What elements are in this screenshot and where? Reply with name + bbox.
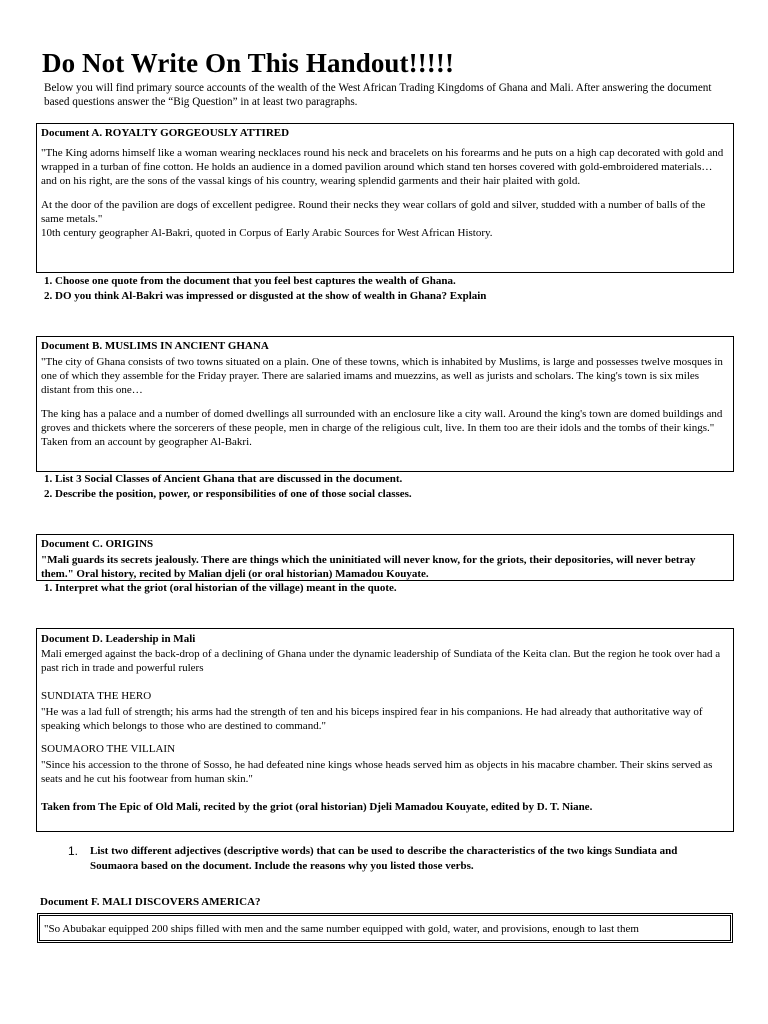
document-a-question-1: 1. Choose one quote from the document that you feel best captures the wealth of Ghana. (44, 275, 456, 287)
document-d-question-text: List two different adjectives (descriptive words) that can be used to describe the characteristics of the two kings Sundiata and Soumaora based on the document. Include the reasons why you listed those verbs. (90, 845, 678, 872)
document-b-question-2: 2. Describe the position, power, or responsibilities of one of those social classes. (44, 487, 412, 500)
document-a-questions (44, 274, 486, 303)
hero-text: "He was a lad full of strength; his arms had the strength of ten and his biceps inspired fear in his companions. He had already that authoritative way of speaking which belongs to those who are destined to command." (41, 706, 703, 732)
document-b-question-1: 1. List 3 Social Classes of Ancient Ghana that are discussed in the document. (44, 473, 403, 485)
question-number: 1. (68, 844, 79, 858)
document-b-box (36, 336, 734, 472)
document-b-paragraph-2: The king has a palace and a number of domed dwellings all surrounded with an enclosure like a city wall. Around the king's town are domed buildings and groves and thickets where the sorcerers of these people, men in charge of the religious cult, live. In them too are their idols and the tombs of their kings." (41, 408, 723, 434)
document-c-heading: Document C. ORIGINS (41, 538, 154, 550)
document-d-paragraph-1: Mali emerged against the back-drop of a declining of Ghana under the dynamic leadership of Sundiata of the Keita clan. But the region he took over had a past rich in trade and powerful rulers (41, 648, 721, 674)
document-f-heading: Document F. MALI DISCOVERS AMERICA? (40, 896, 261, 908)
document-b-heading: Document B. MUSLIMS IN ANCIENT GHANA (41, 340, 269, 352)
document-d-source: Taken from The Epic of Old Mali, recited by the griot (oral historian) Djeli Mamadou Kouyate, edited by D. T. Niane. (41, 801, 593, 813)
document-d-heading: Document D. Leadership in Mali (41, 633, 196, 645)
document-f-text: "So Abubakar equipped 200 ships filled with men and the same number equipped with gold, water, and provisions, enough to last them (44, 923, 639, 935)
document-a-question-2: 2. DO you think Al-Bakri was impressed or disgusted at the show of wealth in Ghana? Explain (44, 289, 487, 302)
document-a-paragraph-1: "The King adorns himself like a woman wearing necklaces round his neck and bracelets on his forearms and he puts on a high cap decorated with gold and wrapped in a turban of fine cotton. He holds an audience in a domed pavilion around which stand ten horses covered with gold-embroidered materials… and on his right, are the sons of the vassal kings of his country, wearing splendid garments and their hair plaited with gold. (41, 147, 724, 187)
document-c-questions (44, 581, 397, 596)
document-a-heading: Document A. ROYALTY GORGEOUSLY ATTIRED (41, 127, 290, 139)
document-d-question (68, 844, 728, 874)
document-c-quote: "Mali guards its secrets jealously. There are things which the uninitiated will never know, for the griots, their depositories, will never betray them." Oral history, recited by Malian djeli (or oral historian) Mamadou Kouyate. (41, 554, 696, 580)
document-c-box (36, 534, 734, 581)
document-a-box (36, 123, 734, 273)
page-title: Do Not Write On This Handout!!!!! (42, 48, 455, 78)
document-a-paragraph-2: At the door of the pavilion are dogs of excellent pedigree. Round their necks they wear collars of gold and silver, studded with a number of balls of the same metals." (41, 199, 706, 225)
document-f-box (37, 913, 733, 943)
document-b-questions (44, 472, 412, 501)
document-a-source: 10th century geographer Al-Bakri, quoted in Corpus of Early Arabic Sources for West African History. (41, 227, 493, 239)
document-b-paragraph-1: "The city of Ghana consists of two towns situated on a plain. One of these towns, which is inhabited by Muslims, is large and possesses twelve mosques in one of which they assemble for the Friday prayer. There are salaried imams and muezzins, as well as jurists and scholars. The king's town is six miles distant from this one… (41, 356, 723, 396)
villain-text: "Since his accession to the throne of Sosso, he had defeated nine kings whose heads served him as objects in his macabre chamber. Their skins served as seats and he cut his footwear from human skin." (41, 759, 713, 785)
document-d-box (36, 628, 734, 832)
villain-heading: SOUMAORO THE VILLAIN (41, 743, 176, 755)
document-c-question-1: 1. Interpret what the griot (oral historian of the village) meant in the quote. (44, 582, 397, 594)
document-b-source: Taken from an account by geographer Al-Bakri. (41, 436, 252, 448)
intro-text: Below you will find primary source accounts of the wealth of the West African Trading Kingdoms of Ghana and Mali. After answering the document based questions answer the “Big Question” in at least two paragraphs. (44, 82, 712, 108)
hero-heading: SUNDIATA THE HERO (41, 690, 152, 702)
